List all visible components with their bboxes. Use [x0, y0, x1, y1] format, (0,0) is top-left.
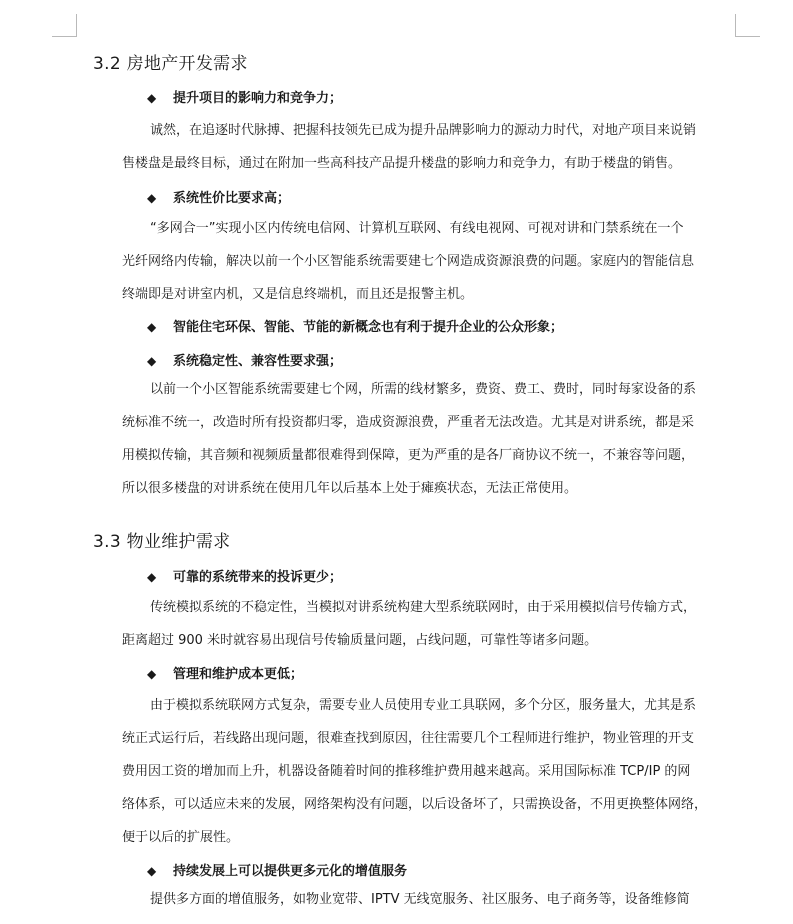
paragraph-line: 售楼盘是最终目标，通过在附加一些高科技产品提升楼盘的影响力和竞争力，有助于楼盘的销售。 — [122, 156, 682, 171]
bullet-text: 系统性价比要求高； — [173, 191, 291, 206]
diamond-bullet-icon: ◆ — [147, 91, 157, 105]
paragraph-line: 终端即是对讲室内机，又是信息终端机，而且还是报警主机。 — [122, 287, 474, 302]
bullet-item — [147, 187, 290, 206]
bullet-text: 持续发展上可以提供更多元化的增值服务 — [173, 864, 408, 879]
paragraph-line: 传统模拟系统的不稳定性，当模拟对讲系统构建大型系统联网时，由于采用模拟信号传输方式， — [150, 600, 697, 615]
bullet-item — [147, 316, 563, 335]
paragraph-line: 由于模拟系统联网方式复杂，需要专业人员使用专业工具联网，多个分区，服务量大，尤其是系 — [150, 698, 697, 713]
margin-mark-right-h — [735, 36, 760, 37]
paragraph-line: 费用因工资的增加而上升，机器设备随着时间的推移维护费用越来越高。采用国际标准 TCP/IP 的网 — [122, 764, 691, 779]
section-heading: 3.2 房地产开发需求 — [93, 54, 248, 74]
bullet-text: 智能住宅环保、智能、节能的新概念也有利于提升企业的公众形象； — [173, 320, 564, 335]
bullet-text: 提升项目的影响力和竞争力； — [173, 91, 343, 106]
margin-mark-left-h — [52, 36, 77, 37]
paragraph-line: 用模拟传输，其音频和视频质量都很难得到保障，更为严重的是各厂商协议不统一，不兼容等问题， — [122, 448, 695, 463]
paragraph-line: 以前一个小区智能系统需要建七个网，所需的线材繁多，费资、费工、费时，同时每家设备的系 — [150, 382, 697, 397]
margin-mark-left — [76, 14, 77, 36]
paragraph-line: 距离超过 900 米时就容易出现信号传输质量问题，占线问题，可靠性等诸多问题。 — [122, 633, 598, 648]
paragraph-line: 诚然，在追逐时代脉搏、把握科技领先已成为提升品牌影响力的源动力时代，对地产项目来说销 — [150, 123, 697, 138]
paragraph-line: 统标准不统一，改造时所有投资都归零，造成资源浪费，严重者无法改造。尤其是对讲系统，都是采 — [122, 415, 695, 430]
bullet-text: 管理和维护成本更低； — [173, 667, 304, 682]
paragraph-line: 光纤网络内传输，解决以前一个小区智能系统需要建七个网造成资源浪费的问题。家庭内的智能信息 — [122, 254, 695, 269]
bullet-item — [147, 566, 342, 585]
paragraph-line: 络体系，可以适应未来的发展，网络架构没有问题，以后设备坏了，只需换设备，不用更换整体网络， — [122, 797, 708, 812]
bullet-item — [147, 663, 303, 682]
margin-mark-right — [735, 14, 736, 36]
bullet-text: 系统稳定性、兼容性要求强； — [173, 354, 343, 369]
paragraph-line: 所以很多楼盘的对讲系统在使用几年以后基本上处于瘫痪状态，无法正常使用。 — [122, 481, 578, 496]
paragraph-line: “多网合一”实现小区内传统电信网、计算机互联网、有线电视网、可视对讲和门禁系统在一个 — [150, 221, 684, 236]
diamond-bullet-icon: ◆ — [147, 667, 157, 681]
paragraph-line: 便于以后的扩展性。 — [122, 830, 240, 845]
bullet-item — [147, 860, 407, 879]
paragraph-line: 提供多方面的增值服务，如物业宽带、IPTV 无线宽服务、社区服务、电子商务等，设备维修简 — [150, 892, 690, 907]
diamond-bullet-icon: ◆ — [147, 191, 157, 205]
bullet-text: 可靠的系统带来的投诉更少； — [173, 570, 343, 585]
bullet-item — [147, 87, 342, 106]
diamond-bullet-icon: ◆ — [147, 320, 157, 334]
bullet-item — [147, 350, 342, 369]
diamond-bullet-icon: ◆ — [147, 864, 157, 878]
diamond-bullet-icon: ◆ — [147, 354, 157, 368]
paragraph-line: 统正式运行后，若线路出现问题，很难查找到原因，往往需要几个工程师进行维护，物业管理的开支 — [122, 731, 695, 746]
diamond-bullet-icon: ◆ — [147, 570, 157, 584]
section-heading: 3.3 物业维护需求 — [93, 532, 231, 552]
